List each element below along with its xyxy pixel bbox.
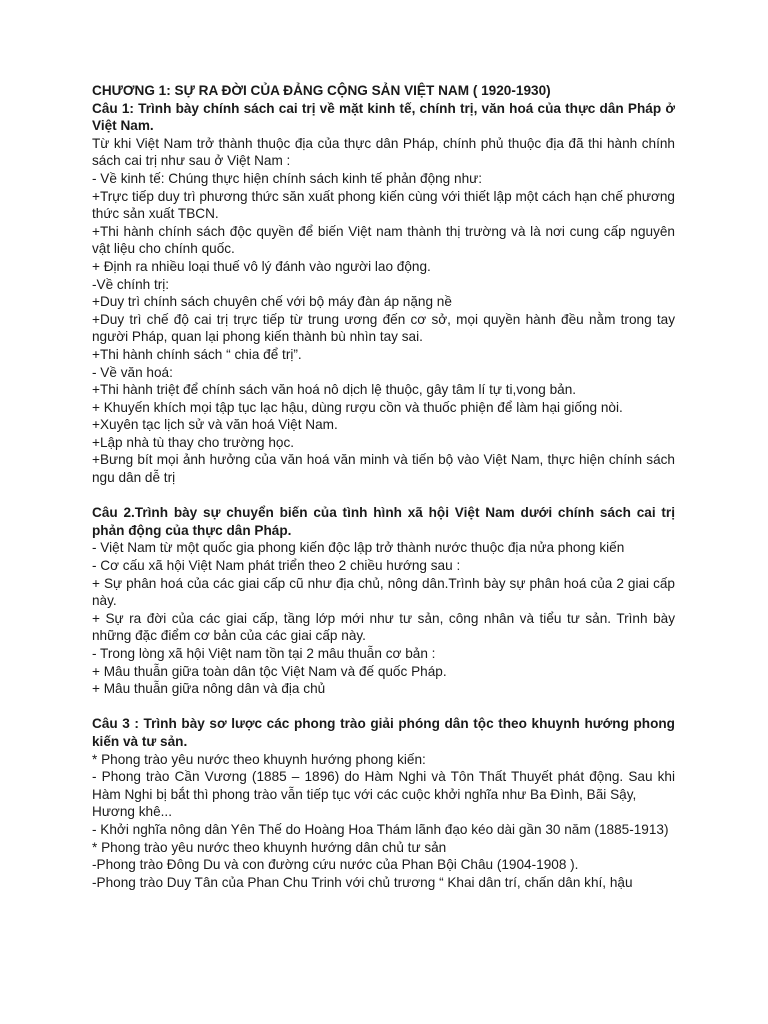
paragraph-line: +Lập nhà tù thay cho trường học. bbox=[92, 434, 295, 450]
paragraph-line: +Bưng bít mọi ảnh hưởng của văn hoá văn minh và tiến bộ vào Việt Nam, thực hiện chính sách ngu dân dễ trị bbox=[92, 452, 675, 486]
section-3 bbox=[92, 715, 675, 891]
paragraph-line: - Phong trào Cần Vương (1885 – 1896) do Hàm Nghi và Tôn Thất Thuyết phát động. Sau khi Hàm Nghi bị bắt thì phong trào vẫn tiếp tục với các cuộc khởi nghĩa như Ba Đình, Bãi Sậy, bbox=[92, 769, 675, 802]
paragraph-line: - Về kinh tế: Chúng thực hiện chính sách kinh tế phản động như: bbox=[92, 170, 483, 186]
paragraph-line: - Về văn hoá: bbox=[92, 364, 173, 380]
section-heading: Câu 1: Trình bày chính sách cai trị về mặt kinh tế, chính trị, văn hoá của thực dân Pháp ở Việt Nam. bbox=[92, 100, 675, 134]
paragraph-line: -Phong trào Duy Tân của Phan Chu Trinh với chủ trương “ Khai dân trí, chấn dân khí, hậu bbox=[92, 874, 633, 890]
chapter-title: CHƯƠNG 1: SỰ RA ĐỜI CỦA ĐẢNG CỘNG SẢN VIỆT NAM ( 1920-1930) bbox=[92, 83, 551, 98]
paragraph-line: +Duy trì chính sách chuyên chế với bộ máy đàn áp nặng nề bbox=[92, 294, 452, 310]
section-heading: Câu 2.Trình bày sự chuyển biến của tình hình xã hội Việt Nam dưới chính sách cai trị phản động của thực dân Pháp. bbox=[92, 505, 675, 538]
paragraph-line: +Thi hành chính sách “ chia để trị”. bbox=[92, 346, 302, 362]
section-1 bbox=[92, 100, 675, 487]
paragraph-line: +Thi hành chính sách độc quyền để biến Việt nam thành thị trường và là nơi cung cấp nguyên vật liệu cho chính quốc. bbox=[92, 223, 675, 257]
paragraph-line: + Mâu thuẫn giữa nông dân và địa chủ bbox=[92, 681, 326, 697]
paragraph-line: * Phong trào yêu nước theo khuynh hướng dân chủ tư sản bbox=[92, 839, 447, 855]
paragraph-line: Hương khê... bbox=[92, 804, 172, 820]
paragraph-line: +Thi hành triệt để chính sách văn hoá nô dịch lệ thuộc, gây tâm lí tự ti,vong bản. bbox=[92, 382, 577, 398]
section-heading: Câu 3 : Trình bày sơ lược các phong trào giải phóng dân tộc theo khuynh hướng phong kiến và tư sản. bbox=[92, 716, 675, 749]
paragraph-line: + Định ra nhiều loại thuế vô lý đánh vào người lao động. bbox=[92, 258, 431, 274]
paragraph-line: - Trong lòng xã hội Việt nam tồn tại 2 mâu thuẫn cơ bản : bbox=[92, 646, 436, 661]
paragraph-line: -Phong trào Đông Du và con đường cứu nước của Phan Bội Châu (1904-1908 ). bbox=[92, 857, 579, 873]
section-gap bbox=[92, 487, 675, 505]
section-2 bbox=[92, 504, 675, 698]
document-page bbox=[92, 82, 675, 891]
paragraph-line: + Mâu thuẫn giữa toàn dân tộc Việt Nam và đế quốc Pháp. bbox=[92, 663, 447, 679]
paragraph-line: Từ khi Việt Nam trở thành thuộc địa của thực dân Pháp, chính phủ thuộc địa đã thi hành chính sách cai trị như sau ở Việt Nam : bbox=[92, 135, 675, 169]
paragraph-line: * Phong trào yêu nước theo khuynh hướng phong kiến: bbox=[92, 751, 426, 767]
paragraph-line: + Khuyến khích mọi tập tục lạc hậu, dùng rượu cồn và thuốc phiện để làm hại giống nòi. bbox=[92, 399, 623, 415]
paragraph-line: + Sự phân hoá của các giai cấp cũ như địa chủ, nông dân.Trình bày sự phân hoá của 2 giai cấp này. bbox=[92, 575, 675, 609]
paragraph-line: +Duy trì chế độ cai trị trực tiếp từ trung ương đến cơ sở, mọi quyền hành đều nằm trong tay người Pháp, quan lại phong kiến thành bù nhìn tay sai. bbox=[92, 311, 675, 345]
paragraph-line: - Việt Nam từ một quốc gia phong kiến độc lập trở thành nước thuộc địa nửa phong kiến bbox=[92, 540, 625, 556]
paragraph-line: -Về chính trị: bbox=[92, 276, 170, 292]
paragraph-line: +Xuyên tạc lịch sử và văn hoá Việt Nam. bbox=[92, 417, 338, 433]
paragraph-line: + Sự ra đời của các giai cấp, tầng lớp mới như tư sản, công nhân và tiểu tư sản. Trình bày những đặc điểm cơ bản của các giai cấp này. bbox=[92, 610, 675, 644]
paragraph-line: +Trực tiếp duy trì phương thức săn xuất phong kiến cùng với thiết lập một cách hạn chế phương thức sản xuất TBCN. bbox=[92, 188, 675, 222]
section-gap bbox=[92, 698, 675, 716]
paragraph-line: - Khởi nghĩa nông dân Yên Thế do Hoàng Hoa Thám lãnh đạo kéo dài gần 30 năm (1885-1913) bbox=[92, 821, 669, 837]
paragraph-line: - Cơ cấu xã hội Việt Nam phát triển theo 2 chiều hướng sau : bbox=[92, 558, 461, 574]
